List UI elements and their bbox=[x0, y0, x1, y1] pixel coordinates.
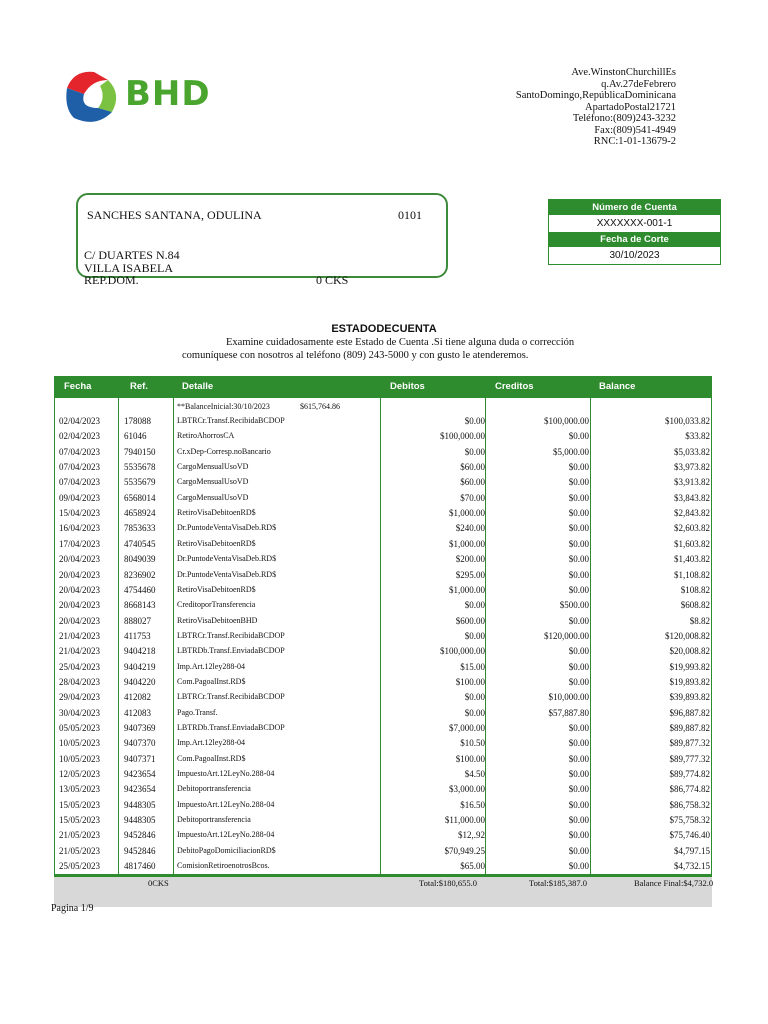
row-detail: ImpuestoArt.12LeyNo.288-04 bbox=[177, 769, 275, 779]
row-detail: Dr.PuntodeVentaVisaDeb.RD$ bbox=[177, 569, 277, 579]
table-row bbox=[54, 798, 712, 813]
row-ref: 9423654 bbox=[124, 769, 156, 780]
row-debit: $11,000.00 bbox=[444, 815, 485, 826]
row-balance: $4,732.15 bbox=[674, 861, 710, 872]
row-detail: LBTRCr.Transf.RecibidaBCDOP bbox=[177, 416, 285, 425]
address-line: Ave.WinstonChurchillEs bbox=[571, 67, 676, 78]
table-row bbox=[54, 675, 712, 690]
customer-code: 0101 bbox=[398, 208, 422, 222]
row-credit: $0.00 bbox=[568, 462, 589, 473]
row-ref: 8236902 bbox=[124, 569, 156, 580]
row-ref: 412082 bbox=[124, 692, 151, 703]
col-header-debitos: Debitos bbox=[390, 381, 425, 392]
row-detail: Com.PagoalInst.RD$ bbox=[177, 676, 246, 686]
col-header-balance: Balance bbox=[599, 381, 636, 392]
row-balance: $100,033.82 bbox=[665, 416, 710, 426]
row-detail: RetiroVisaDebitoenRD$ bbox=[177, 584, 256, 594]
customer-address-line: REP.DOM. bbox=[84, 273, 139, 287]
row-debit: $100,000.00 bbox=[440, 646, 485, 657]
table-row bbox=[54, 521, 712, 536]
row-detail: Imp.Art.12ley288-04 bbox=[177, 738, 245, 748]
row-credit: $0.00 bbox=[568, 431, 589, 442]
address-line: Teléfono:(809)243-3232 bbox=[572, 113, 676, 124]
row-detail: CargoMensualUsoVD bbox=[177, 477, 249, 487]
row-detail: Com.PagoalInst.RD$ bbox=[177, 753, 246, 763]
opening-balance-value: $615,764.86 bbox=[300, 402, 340, 411]
row-balance: $96,887.82 bbox=[669, 707, 710, 718]
row-balance: $3,843.82 bbox=[674, 492, 710, 503]
row-balance: $19,993.82 bbox=[669, 661, 710, 672]
row-detail: Pago.Transf. bbox=[177, 707, 218, 717]
row-detail: Dr.PuntodeVentaVisaDeb.RD$ bbox=[177, 554, 277, 564]
address-line: ApartadoPostal21721 bbox=[585, 101, 676, 113]
row-ref: 9404218 bbox=[124, 646, 156, 657]
row-detail: LBTRDb.Transf.EnviadaBCDOP bbox=[177, 646, 285, 656]
table-row bbox=[54, 414, 712, 429]
row-debit: $10.50 bbox=[460, 738, 485, 749]
row-detail: Imp.Art.12ley288-04 bbox=[177, 661, 245, 671]
col-header-fecha: Fecha bbox=[64, 381, 92, 392]
row-date: 10/05/2023 bbox=[59, 753, 101, 764]
table-row bbox=[54, 736, 712, 751]
cut-date: 30/10/2023 bbox=[609, 250, 660, 261]
address-line: q.Av.27deFebrero bbox=[601, 78, 676, 90]
row-balance: $1,108.82 bbox=[674, 569, 710, 580]
row-credit: $0.00 bbox=[568, 508, 589, 519]
row-date: 20/04/2023 bbox=[59, 569, 101, 580]
row-debit: $200.00 bbox=[455, 554, 485, 565]
table-row bbox=[54, 583, 712, 598]
row-debit: $16.50 bbox=[460, 799, 485, 810]
row-debit: $100,000.00 bbox=[440, 431, 485, 442]
table-row bbox=[54, 491, 712, 506]
row-detail: Dr.PuntodeVentaVisaDeb.RD$ bbox=[177, 523, 277, 533]
row-credit: $0.00 bbox=[568, 830, 589, 841]
row-debit: $0.00 bbox=[464, 446, 485, 457]
row-credit: $0.00 bbox=[568, 738, 589, 749]
table-row bbox=[54, 767, 712, 782]
row-credit: $0.00 bbox=[568, 845, 589, 856]
row-debit: $70,949.25 bbox=[444, 845, 485, 856]
row-credit: $0.00 bbox=[568, 769, 589, 780]
row-date: 29/04/2023 bbox=[59, 692, 101, 703]
row-date: 16/04/2023 bbox=[59, 523, 101, 534]
table-row bbox=[54, 859, 712, 874]
row-credit: $500.00 bbox=[559, 600, 589, 611]
row-ref: 6568014 bbox=[124, 492, 156, 503]
row-debit: $0.00 bbox=[464, 600, 485, 611]
row-credit: $100,000.00 bbox=[544, 416, 589, 426]
row-debit: $12,.92 bbox=[458, 830, 485, 841]
row-credit: $120,000.00 bbox=[544, 630, 589, 641]
row-balance: $89,877.32 bbox=[669, 738, 710, 749]
row-ref: 411753 bbox=[124, 630, 151, 641]
row-detail: ImpuestoArt.12LeyNo.288-04 bbox=[177, 830, 275, 840]
table-row bbox=[54, 828, 712, 843]
row-credit: $0.00 bbox=[568, 584, 589, 595]
row-balance: $1,403.82 bbox=[674, 554, 710, 565]
row-debit: $600.00 bbox=[455, 615, 485, 626]
total-credits: Total:$185,387.0 bbox=[529, 878, 587, 888]
row-debit: $70.00 bbox=[460, 492, 485, 503]
page-number: Pagina 1/9 bbox=[51, 903, 94, 914]
row-ref: 9407371 bbox=[124, 753, 156, 764]
row-date: 20/04/2023 bbox=[59, 600, 101, 611]
row-credit: $57,887.80 bbox=[548, 707, 589, 718]
row-ref: 7853633 bbox=[124, 523, 156, 534]
address-line: RNC:1-01-13679-2 bbox=[593, 136, 676, 147]
row-ref: 9407370 bbox=[124, 738, 156, 749]
row-detail: DebitoPagoDomiciliacionRD$ bbox=[177, 845, 276, 855]
account-box bbox=[548, 199, 721, 265]
row-credit: $0.00 bbox=[568, 492, 589, 503]
row-debit: $65.00 bbox=[460, 861, 485, 872]
address-line: SantoDomingo,RepúblicaDominicana bbox=[515, 90, 676, 101]
row-credit: $0.00 bbox=[568, 523, 589, 534]
row-date: 25/05/2023 bbox=[59, 861, 101, 872]
final-balance: Balance Final:$4,732.0 bbox=[634, 878, 714, 888]
row-credit: $0.00 bbox=[568, 815, 589, 826]
row-credit: $0.00 bbox=[568, 861, 589, 872]
col-header-ref: Ref. bbox=[130, 381, 148, 392]
row-detail: CargoMensualUsoVD bbox=[177, 492, 249, 502]
row-credit: $0.00 bbox=[568, 646, 589, 657]
row-ref: 9452846 bbox=[124, 830, 156, 841]
row-balance: $33.82 bbox=[685, 431, 710, 442]
row-detail: ImpuestoArt.12LeyNo.288-04 bbox=[177, 799, 275, 809]
row-date: 05/05/2023 bbox=[59, 723, 101, 733]
row-balance: $608.82 bbox=[680, 600, 710, 611]
row-ref: 8668143 bbox=[124, 600, 156, 611]
row-credit: $0.00 bbox=[568, 477, 589, 488]
table-row bbox=[54, 537, 712, 552]
table-row bbox=[54, 706, 712, 721]
table-row bbox=[54, 552, 712, 567]
row-detail: ComisionRetiroenotrosBcos. bbox=[177, 861, 270, 871]
table-row bbox=[54, 568, 712, 583]
row-debit: $60.00 bbox=[460, 477, 485, 488]
row-ref: 4817460 bbox=[124, 861, 156, 872]
row-detail: LBTRDb.Transf.EnviadaBCDOP bbox=[177, 723, 285, 732]
row-balance: $3,973.82 bbox=[674, 462, 710, 473]
row-balance: $75,746.40 bbox=[669, 830, 710, 841]
row-balance: $20,008.82 bbox=[669, 646, 710, 657]
statement-note: comuníquese con nosotros al teléfono (809) 243-5000 y con gusto le atenderemos. bbox=[182, 350, 529, 361]
table-row bbox=[54, 506, 712, 521]
table-row bbox=[54, 813, 712, 828]
customer-name: SANCHES SANTANA, ODULINA bbox=[87, 208, 262, 222]
row-date: 20/04/2023 bbox=[59, 584, 101, 595]
row-ref: 7940150 bbox=[124, 446, 156, 457]
row-debit: $0.00 bbox=[464, 707, 485, 718]
row-balance: $108.82 bbox=[680, 584, 710, 595]
row-credit: $0.00 bbox=[568, 799, 589, 810]
row-date: 21/05/2023 bbox=[59, 845, 101, 856]
row-debit: $1,000.00 bbox=[449, 584, 485, 595]
col-header-creditos: Creditos bbox=[495, 381, 534, 392]
bank-name: BHD bbox=[125, 74, 211, 114]
address-line: Fax:(809)541-4949 bbox=[594, 124, 676, 136]
row-date: 07/04/2023 bbox=[59, 462, 101, 473]
row-balance: $89,774.82 bbox=[669, 769, 710, 780]
row-detail: LBTRCr.Transf.RecibidaBCDOP bbox=[177, 630, 285, 640]
row-credit: $0.00 bbox=[568, 615, 589, 626]
row-date: 13/05/2023 bbox=[59, 784, 101, 795]
row-ref: 9423654 bbox=[124, 784, 156, 795]
row-debit: $0.00 bbox=[464, 630, 485, 641]
table-row bbox=[54, 614, 712, 629]
table-row bbox=[54, 644, 712, 659]
row-debit: $0.00 bbox=[464, 416, 485, 426]
row-ref: 412083 bbox=[124, 707, 151, 718]
row-date: 20/04/2023 bbox=[59, 615, 101, 626]
table-row bbox=[54, 429, 712, 444]
customer-cks: 0 CKS bbox=[316, 273, 349, 287]
row-ref: 4658924 bbox=[124, 508, 156, 519]
row-ref: 9448305 bbox=[124, 799, 156, 810]
row-detail: Cr.xDep-Corresp.noBancario bbox=[177, 446, 271, 456]
row-ref: 61046 bbox=[124, 431, 147, 442]
row-balance: $89,777.32 bbox=[669, 753, 710, 764]
row-credit: $0.00 bbox=[568, 661, 589, 672]
row-date: 30/04/2023 bbox=[59, 707, 101, 718]
customer-address-line: VILLA ISABELA bbox=[84, 261, 173, 275]
row-date: 15/05/2023 bbox=[59, 799, 101, 810]
total-debits: Total:$180,655.0 bbox=[419, 878, 477, 888]
row-balance: $86,774.82 bbox=[669, 784, 710, 795]
row-ref: 4740545 bbox=[124, 538, 156, 549]
row-balance: $19,893.82 bbox=[669, 676, 710, 687]
row-ref: 8049039 bbox=[124, 554, 156, 565]
table-row bbox=[54, 782, 712, 797]
row-debit: $1,000.00 bbox=[449, 508, 485, 519]
row-debit: $60.00 bbox=[460, 462, 485, 473]
row-credit: $5,000.00 bbox=[553, 446, 589, 457]
table-row bbox=[54, 844, 712, 859]
row-detail: CreditoporTransferencia bbox=[177, 600, 256, 610]
row-ref: 9452846 bbox=[124, 845, 156, 856]
row-date: 12/05/2023 bbox=[59, 769, 101, 780]
row-ref: 5535678 bbox=[124, 462, 156, 473]
row-date: 07/04/2023 bbox=[59, 477, 101, 488]
table-row bbox=[54, 690, 712, 705]
row-date: 15/04/2023 bbox=[59, 508, 101, 519]
row-credit: $0.00 bbox=[568, 723, 589, 733]
row-ref: 9448305 bbox=[124, 815, 156, 826]
row-debit: $7,000.00 bbox=[449, 723, 485, 733]
row-balance: $86,758.32 bbox=[669, 799, 710, 810]
row-date: 21/05/2023 bbox=[59, 830, 101, 841]
row-ref: 9404219 bbox=[124, 661, 156, 672]
row-ref: 178088 bbox=[124, 416, 151, 426]
row-detail: Debitoportransferencia bbox=[177, 815, 251, 825]
row-balance: $2,603.82 bbox=[674, 523, 710, 534]
row-debit: $240.00 bbox=[455, 523, 485, 534]
row-date: 20/04/2023 bbox=[59, 554, 101, 565]
row-date: 25/04/2023 bbox=[59, 661, 101, 672]
row-balance: $3,913.82 bbox=[674, 477, 710, 488]
statement-note: Examine cuidadosamente este Estado de Cuenta .Si tiene alguna duda o corrección bbox=[226, 337, 575, 348]
row-debit: $100.00 bbox=[455, 753, 485, 764]
row-date: 21/04/2023 bbox=[59, 646, 101, 657]
opening-balance-label: **BalanceInicial:30/10/2023 bbox=[177, 402, 270, 411]
row-date: 07/04/2023 bbox=[59, 446, 101, 457]
row-date: 09/04/2023 bbox=[59, 492, 101, 503]
row-balance: $75,758.32 bbox=[669, 815, 710, 826]
table-row bbox=[54, 629, 712, 644]
row-ref: 888027 bbox=[124, 615, 151, 626]
row-balance: $89,887.82 bbox=[669, 723, 710, 733]
customer-address-line: C/ DUARTES N.84 bbox=[84, 248, 180, 262]
row-debit: $1,000.00 bbox=[449, 538, 485, 549]
table-row bbox=[54, 460, 712, 475]
row-debit: $100.00 bbox=[455, 676, 485, 687]
row-date: 28/04/2023 bbox=[59, 676, 101, 687]
row-detail: CargoMensualUsoVD bbox=[177, 462, 249, 472]
row-debit: $3,000.00 bbox=[449, 784, 485, 795]
row-detail: RetiroVisaDebitoenBHD bbox=[177, 615, 258, 625]
row-ref: 5535679 bbox=[124, 477, 156, 488]
row-debit: $4.50 bbox=[464, 769, 485, 780]
table-row bbox=[54, 752, 712, 767]
row-ref: 4754460 bbox=[124, 584, 156, 595]
row-detail: RetiroVisaDebitoenRD$ bbox=[177, 538, 256, 548]
col-header-detalle: Detalle bbox=[182, 381, 214, 392]
table-row bbox=[54, 475, 712, 490]
row-credit: $0.00 bbox=[568, 784, 589, 795]
account-number-label: Número de Cuenta bbox=[549, 200, 720, 215]
row-balance: $120,008.82 bbox=[665, 630, 710, 641]
row-debit: $295.00 bbox=[455, 569, 485, 580]
statement-title: ESTADODECUENTA bbox=[331, 323, 437, 335]
cut-date-label: Fecha de Corte bbox=[549, 232, 720, 247]
account-number: XXXXXXX-001-1 bbox=[596, 218, 673, 229]
footer-cks: 0CKS bbox=[148, 878, 169, 888]
row-detail: RetiroAhorrosCA bbox=[177, 431, 235, 441]
row-credit: $0.00 bbox=[568, 753, 589, 764]
row-balance: $5,033.82 bbox=[674, 446, 710, 457]
row-detail: Debitoportransferencia bbox=[177, 784, 251, 794]
row-balance: $1,603.82 bbox=[674, 538, 710, 549]
row-balance: $2,843.82 bbox=[674, 508, 710, 519]
row-ref: 9404220 bbox=[124, 676, 156, 687]
row-credit: $0.00 bbox=[568, 676, 589, 687]
row-balance: $39,893.82 bbox=[669, 692, 710, 703]
row-credit: $0.00 bbox=[568, 538, 589, 549]
row-credit: $10,000.00 bbox=[548, 692, 589, 703]
row-balance: $4,797.15 bbox=[674, 845, 710, 856]
row-date: 17/04/2023 bbox=[59, 538, 101, 549]
row-detail: RetiroVisaDebitoenRD$ bbox=[177, 508, 256, 518]
row-date: 21/04/2023 bbox=[59, 630, 101, 641]
table-row bbox=[54, 721, 712, 736]
row-credit: $0.00 bbox=[568, 554, 589, 565]
row-ref: 9407369 bbox=[124, 723, 156, 733]
row-credit: $0.00 bbox=[568, 569, 589, 580]
row-date: 02/04/2023 bbox=[59, 431, 101, 442]
table-row bbox=[54, 660, 712, 675]
row-debit: $15.00 bbox=[460, 661, 485, 672]
row-debit: $0.00 bbox=[464, 692, 485, 703]
bank-address bbox=[516, 67, 676, 148]
row-balance: $8.82 bbox=[689, 615, 710, 626]
row-date: 15/05/2023 bbox=[59, 815, 101, 826]
table-row bbox=[54, 598, 712, 613]
row-date: 10/05/2023 bbox=[59, 738, 101, 749]
table-row bbox=[54, 445, 712, 460]
row-detail: LBTRCr.Transf.RecibidaBCDOP bbox=[177, 692, 285, 702]
row-date: 02/04/2023 bbox=[59, 416, 101, 426]
